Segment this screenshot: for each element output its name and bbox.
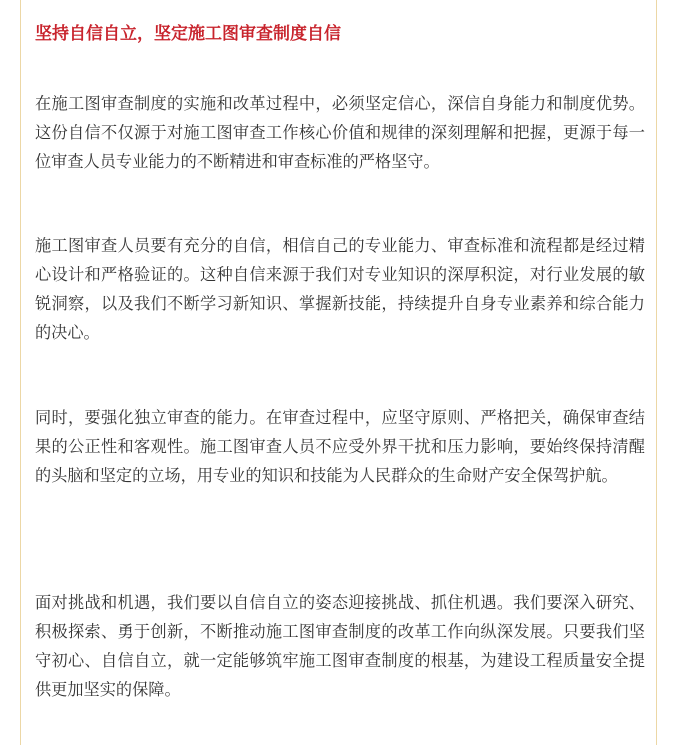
- article-heading: 坚持自信自立，坚定施工图审查制度自信: [35, 24, 341, 44]
- article-paragraph: 同时，要强化独立审查的能力。在审查过程中，应坚守原则、严格把关，确保审查结果的公正性和客观性。施工图审查人员不应受外界干扰和压力影响，要始终保持清醒的头脑和坚定的立场，用专业的知识和技能为人民群众的生命财产安全保驾护航。: [35, 408, 645, 485]
- article-paragraph: 施工图审查人员要有充分的自信，相信自己的专业能力、审查标准和流程都是经过精心设计和严格验证的。这种自信来源于我们对专业知识的深厚积淀，对行业发展的敏锐洞察，以及我们不断学习新知识、掌握新技能，持续提升自身专业素养和综合能力的决心。: [35, 236, 645, 342]
- article-paragraph: 面对挑战和机遇，我们要以自信自立的姿态迎接挑战、抓住机遇。我们要深入研究、积极探索、勇于创新，不断推动施工图审查制度的改革工作向纵深发展。只要我们坚守初心、自信自立，就一定能够筑牢施工图审查制度的根基，为建设工程质量安全提供更加坚实的保障。: [35, 593, 645, 699]
- article-paragraph: 在施工图审查制度的实施和改革过程中，必须坚定信心，深信自身能力和制度优势。这份自信不仅源于对施工图审查工作核心价值和规律的深刻理解和把握，更源于每一位审查人员专业能力的不断精进和审查标准的严格坚守。: [35, 94, 645, 171]
